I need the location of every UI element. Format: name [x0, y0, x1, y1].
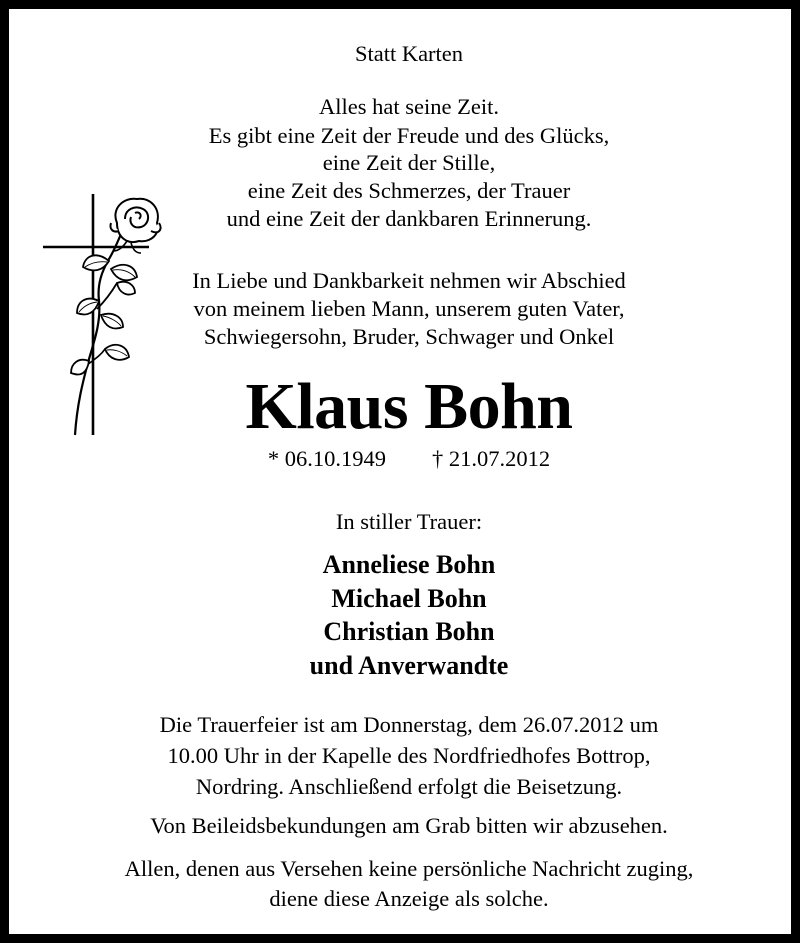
- ceremony-line: 10.00 Uhr in der Kapelle des Nordfriedhofes Bottrop,: [167, 743, 651, 768]
- death-date: † 21.07.2012: [432, 446, 551, 471]
- farewell-line: von meinem lieben Mann, unserem guten Vater,: [193, 296, 625, 321]
- condolence-note: Von Beileidsbekundungen am Grab bitten wir abzusehen.: [150, 813, 668, 838]
- birth-date: * 06.10.1949: [267, 446, 386, 471]
- statt-karten-heading: Statt Karten: [354, 41, 464, 66]
- closing-line: Allen, denen aus Versehen keine persönliche Nachricht zuging,: [124, 856, 694, 881]
- mourner-name: Christian Bohn: [323, 617, 495, 646]
- mourner-name: Michael Bohn: [331, 584, 487, 613]
- life-dates: [9, 444, 800, 473]
- poem-line: Es gibt eine Zeit der Freude und des Glücks,: [208, 123, 610, 148]
- poem-line: Alles hat seine Zeit.: [319, 94, 499, 119]
- cross-with-rose-icon: [39, 189, 164, 439]
- farewell-line: Schwiegersohn, Bruder, Schwager und Onkel: [203, 324, 615, 349]
- poem-line: eine Zeit des Schmerzes, der Trauer: [247, 178, 571, 203]
- deceased-name: Klaus Bohn: [245, 370, 573, 443]
- farewell-line: In Liebe und Dankbarkeit nehmen wir Abschied: [192, 268, 626, 293]
- mourners-intro: In stiller Trauer:: [335, 509, 483, 534]
- mourner-name: und Anverwandte: [309, 651, 509, 680]
- ceremony-line: Die Trauerfeier ist am Donnerstag, dem 26.07.2012 um: [159, 712, 659, 737]
- ceremony-line: Nordring. Anschließend erfolgt die Beisetzung.: [195, 774, 623, 799]
- mourner-name: Anneliese Bohn: [322, 550, 496, 579]
- poem-line: eine Zeit der Stille,: [322, 150, 496, 175]
- closing-line: diene diese Anzeige als solche.: [269, 886, 549, 911]
- poem-line: und eine Zeit der dankbaren Erinnerung.: [226, 206, 592, 231]
